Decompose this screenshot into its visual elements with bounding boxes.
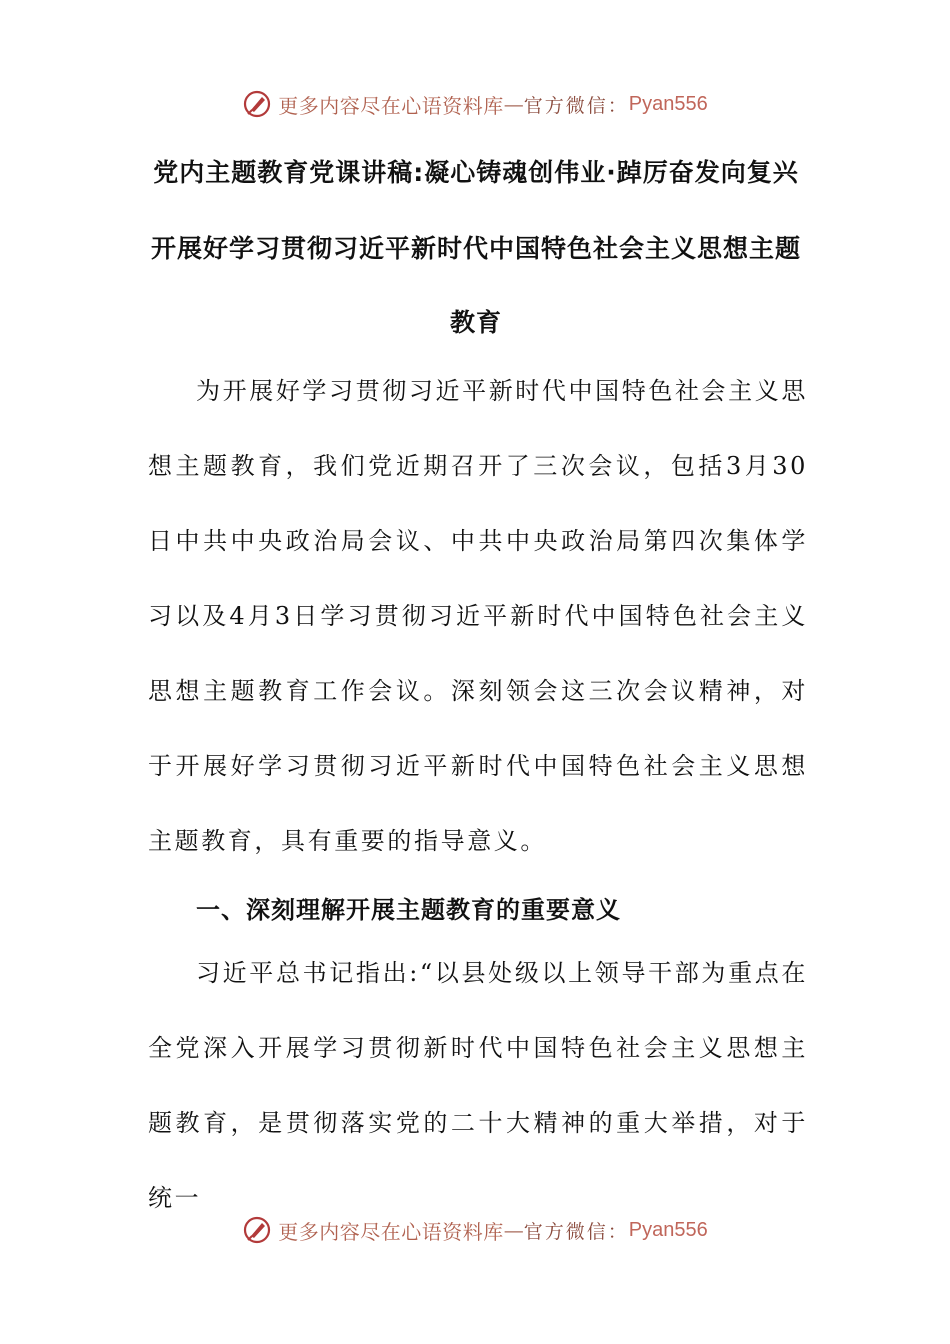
- banner-separator: —: [503, 92, 524, 116]
- banner-wechat-label: 官方微信：: [523, 1220, 629, 1243]
- doc-title-line-2: 开展好学习贯彻习近平新时代中国特色社会主义思想主题: [150, 234, 801, 263]
- banner-wechat-id: Pyan556: [628, 92, 708, 115]
- pen-logo-icon: [242, 89, 272, 119]
- banner-wechat-label: 官方微信：: [523, 94, 629, 117]
- footer-banner: [0, 1210, 950, 1250]
- banner-wechat-id: Pyan556: [628, 1218, 708, 1241]
- paragraph-1: 为开展好学习贯彻习近平新时代中国特色社会主义思想主题教育，我们党近期召开了三次会议，包括3月30日中共中央政治局会议、中共中央政治局第四次集体学习以及4月3日学习贯彻习近平新时代中国特色社会主义思想主题教育工作会议。深刻领会这三次会议精神，对于开展好学习贯彻习近平新时代中国特色社会主义思想主题教育，具有重要的指导意义。: [148, 377, 808, 855]
- doc-title-line-3: 教育: [449, 308, 502, 337]
- banner-text: 更多内容尽在心语资料库: [278, 93, 504, 118]
- paragraph-2: 习近平总书记指出:“以县处级以上领导干部为重点在全党深入开展学习贯彻新时代中国特色社会主义思想主题教育，是贯彻落实党的二十大精神的重大举措，对于统一: [148, 959, 808, 1212]
- pen-logo-icon: [242, 1215, 272, 1245]
- section-heading: 一、深刻理解开展主题教育的重要意义: [196, 896, 621, 924]
- banner-text: 更多内容尽在心语资料库: [278, 1219, 504, 1244]
- banner-separator: —: [503, 1218, 524, 1242]
- header-banner: [0, 84, 950, 124]
- doc-title-line-1: 党内主题教育党课讲稿:凝心铸魂创伟业·踔厉奋发向复兴: [153, 158, 799, 187]
